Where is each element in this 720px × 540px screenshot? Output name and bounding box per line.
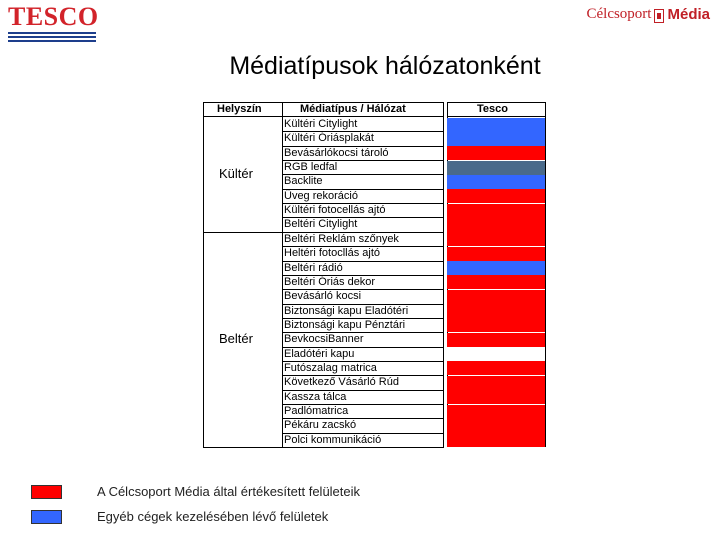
table-row-label: Kültéri Óriásplakát [284,132,374,145]
table-row-label: Következő Vásárló Rúd [284,376,399,389]
table-row-cell [447,390,545,404]
table-row-cell [447,218,545,232]
header-media-type: Médiatípus / Hálózat [300,103,406,115]
table-row-label: Biztonsági kapu Pénztári [284,318,406,331]
table-row-cell [447,232,545,246]
table-row-cell [447,419,545,433]
legend-label: Egyéb cégek kezelésében lévő felületek [97,509,329,524]
group-label: Beltér [219,331,253,347]
header-location: Helyszín [217,103,262,115]
table-row-cell [447,261,545,275]
table-row-label: Polci kommunikáció [284,433,382,446]
table-row-label: Beltéri Reklám szőnyek [284,232,399,245]
table-row-cell [447,304,545,318]
table-row-cell [447,161,545,175]
table-row-label: Bevásárló kocsi [284,290,362,303]
logo-square-icon [654,9,664,23]
table-row-label: Backlite [284,175,323,188]
table-row-label: Kassza tálca [284,390,347,403]
table-top-line [203,102,443,103]
media-logo-text: Média [667,6,710,23]
legend-swatch [31,510,62,524]
table-row-cell [447,433,545,447]
table-row-cell [447,204,545,218]
table-row-cell [447,275,545,289]
table-row-label: Beltéri rádió [284,261,343,274]
legend-swatch [31,485,62,499]
table-row-cell [447,333,545,347]
table-row-cell [447,361,545,375]
table-row-label: Padlómatrica [284,405,349,417]
table-row-label: Pékáru zacskó [284,419,357,432]
table-row-label: Eladótéri kapu [284,347,355,360]
table-row-label: Kültéri fotocellás ajtó [284,204,386,217]
left-border [203,102,204,447]
table-row-cell [447,347,545,361]
table-row-cell [447,247,545,261]
group-separator [203,447,283,448]
celcsoport-media-logo [586,6,710,23]
table-row-label: RGB ledfal [284,161,338,174]
row-separator [282,447,444,448]
table-row-cell [447,405,545,419]
header-network: Tesco [477,103,508,115]
table-row-cell [447,175,545,189]
celcsoport-logo-text: Célcsoport [586,6,652,22]
table-row-cell [447,118,545,132]
table-row-label: Beltéri Óriás dekor [284,275,376,288]
table-row-cell [447,132,545,146]
group-separator [203,232,283,233]
tesco-top-line [447,102,545,103]
table-row-label: BevkocsiBanner [284,333,364,346]
legend-label: A Célcsoport Média által értékesített felületeik [97,484,361,499]
table-row-label: Biztonsági kapu Eladótéri [284,304,409,317]
page-title: Médiatípusok hálózatonként [229,52,541,80]
table-row-cell [447,318,545,332]
table-row-label: Kültéri Citylight [284,118,358,130]
tesco-logo [8,4,99,44]
table-row-cell [447,290,545,304]
table-row-label: Futószalag matrica [284,361,377,374]
table-row-label: Üveg rekoráció [284,189,358,202]
group-label: Kültér [219,166,253,182]
tesco-right-border [545,102,546,447]
table-row-label: Beltéri Citylight [284,218,358,231]
tesco-logo-stripes [8,32,99,42]
tesco-logo-text: TESCO [8,2,99,31]
table-row-cell [447,189,545,203]
table-row-cell [447,146,545,160]
table-row-label: Heltéri fotocllás ajtó [284,247,380,260]
table-row-label: Bevásárlókocsi tároló [284,146,389,159]
table-row-cell [447,376,545,390]
